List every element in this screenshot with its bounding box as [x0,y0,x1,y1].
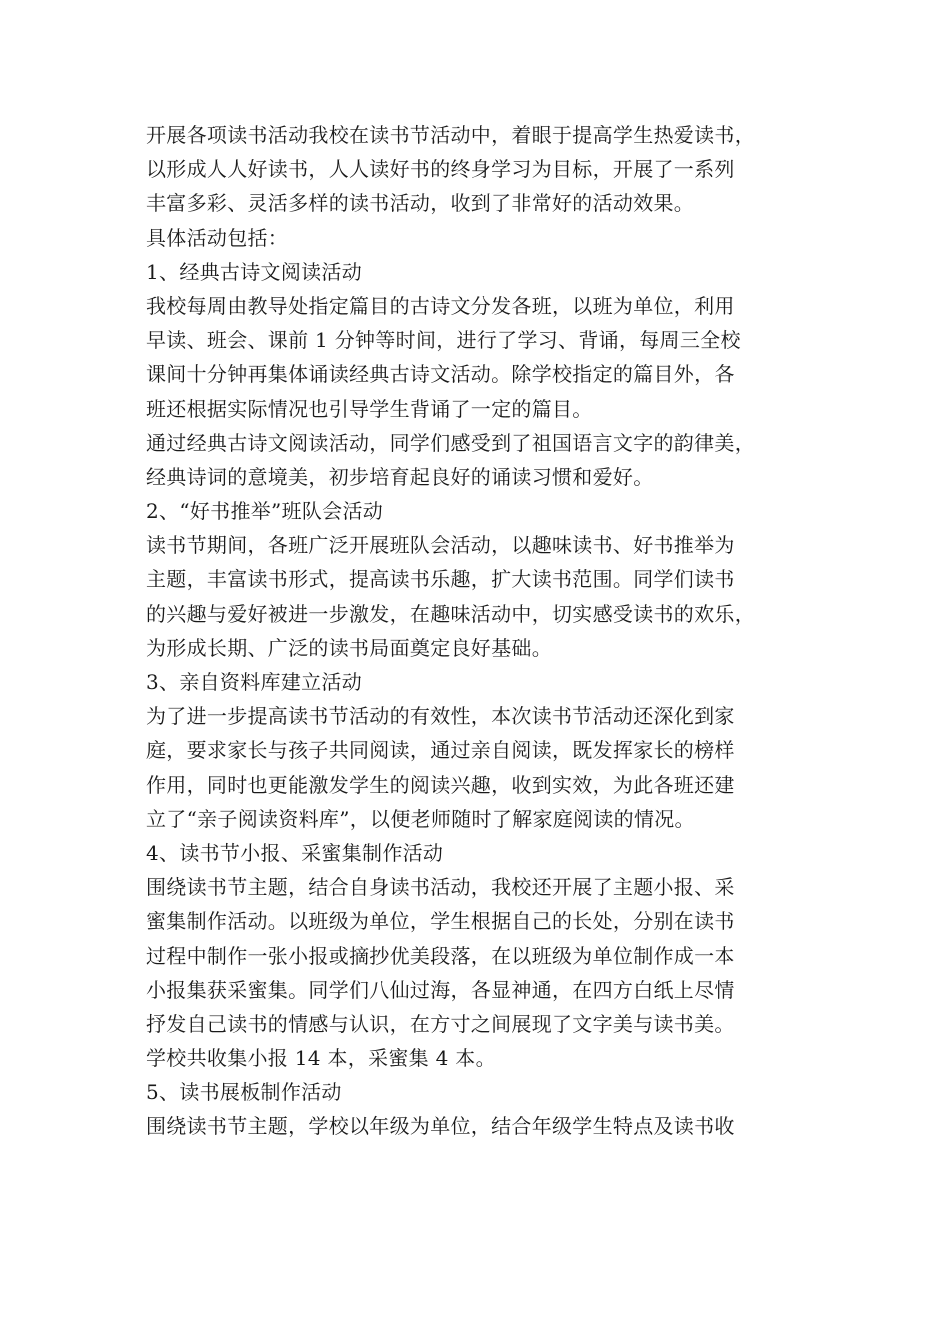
text-line: 立了“亲子阅读资料库”，以便老师随时了解家庭阅读的情况。 [146,806,695,831]
section-heading: 5、读书展板制作活动 [146,1080,342,1105]
section-heading: 2、“好书推举”班队会活动 [146,499,384,524]
text-line: 作用，同时也更能激发学生的阅读兴趣，收到实效，为此各班还建 [146,772,735,797]
section-heading: 3、亲自资料库建立活动 [146,670,363,694]
text-line: 围绕读书节主题，结合自身读书活动，我校还开展了主题小报、采 [146,875,735,900]
text-line: 为了进一步提高读书节活动的有效性，本次读书节活动还深化到家 [146,704,735,729]
text-line: 经典诗词的意境美，初步培育起良好的诵读习惯和爱好。 [146,464,654,489]
text-line: 学校共收集小报 14 本，采蜜集 4 本。 [146,1046,496,1071]
section-heading: 4、读书节小报、采蜜集制作活动 [146,840,444,865]
text-line: 开展各项读书活动我校在读书节活动中，着眼于提高学生热爱读书， [146,123,755,147]
text-line: 为形成长期、广泛的读书局面奠定良好基础。 [146,635,552,660]
text-line: 庭，要求家长与孩子共同阅读，通过亲自阅读，既发挥家长的榜样 [146,738,735,763]
text-line: 具体活动包括： [146,225,289,250]
section-heading: 1、经典古诗文阅读活动 [146,259,363,284]
text-line: 蜜集制作活动。以班级为单位，学生根据自己的长处，分别在读书 [146,909,735,934]
text-line: 丰富多彩、灵活多样的读书活动，收到了非常好的活动效果。 [146,191,695,216]
text-line: 围绕读书节主题，学校以年级为单位，结合年级学生特点及读书收 [146,1114,735,1139]
text-line: 早读、班会、课前 1 分钟等时间，进行了学习、背诵，每周三全校 [146,328,741,353]
text-line: 我校每周由教导处指定篇目的古诗文分发各班，以班为单位，利用 [146,293,735,318]
text-line: 以形成人人好读书，人人读好书的终身学习为目标，开展了一系列 [146,157,735,182]
text-line: 的兴趣与爱好被进一步激发，在趣味活动中，切实感受读书的欢乐， [146,601,755,626]
text-line: 主题，丰富读书形式，提高读书乐趣，扩大读书范围。同学们读书 [146,567,735,592]
text-line: 抒发自己读书的情感与认识，在方寸之间展现了文字美与读书美。 [146,1011,735,1036]
document-body [146,118,816,1144]
text-line: 读书节期间，各班广泛开展班队会活动，以趣味读书、好书推举为 [146,533,735,558]
text-line: 通过经典古诗文阅读活动，同学们感受到了祖国语言文字的韵律美， [146,430,755,455]
text-line: 小报集获采蜜集。同学们八仙过海，各显神通，在四方白纸上尽情 [146,977,735,1002]
text-line: 课间十分钟再集体诵读经典古诗文活动。除学校指定的篇目外，各 [146,362,735,387]
text-line: 班还根据实际情况也引导学生背诵了一定的篇目。 [146,396,593,421]
text-line: 过程中制作一张小报或摘抄优美段落，在以班级为单位制作成一本 [146,943,735,968]
